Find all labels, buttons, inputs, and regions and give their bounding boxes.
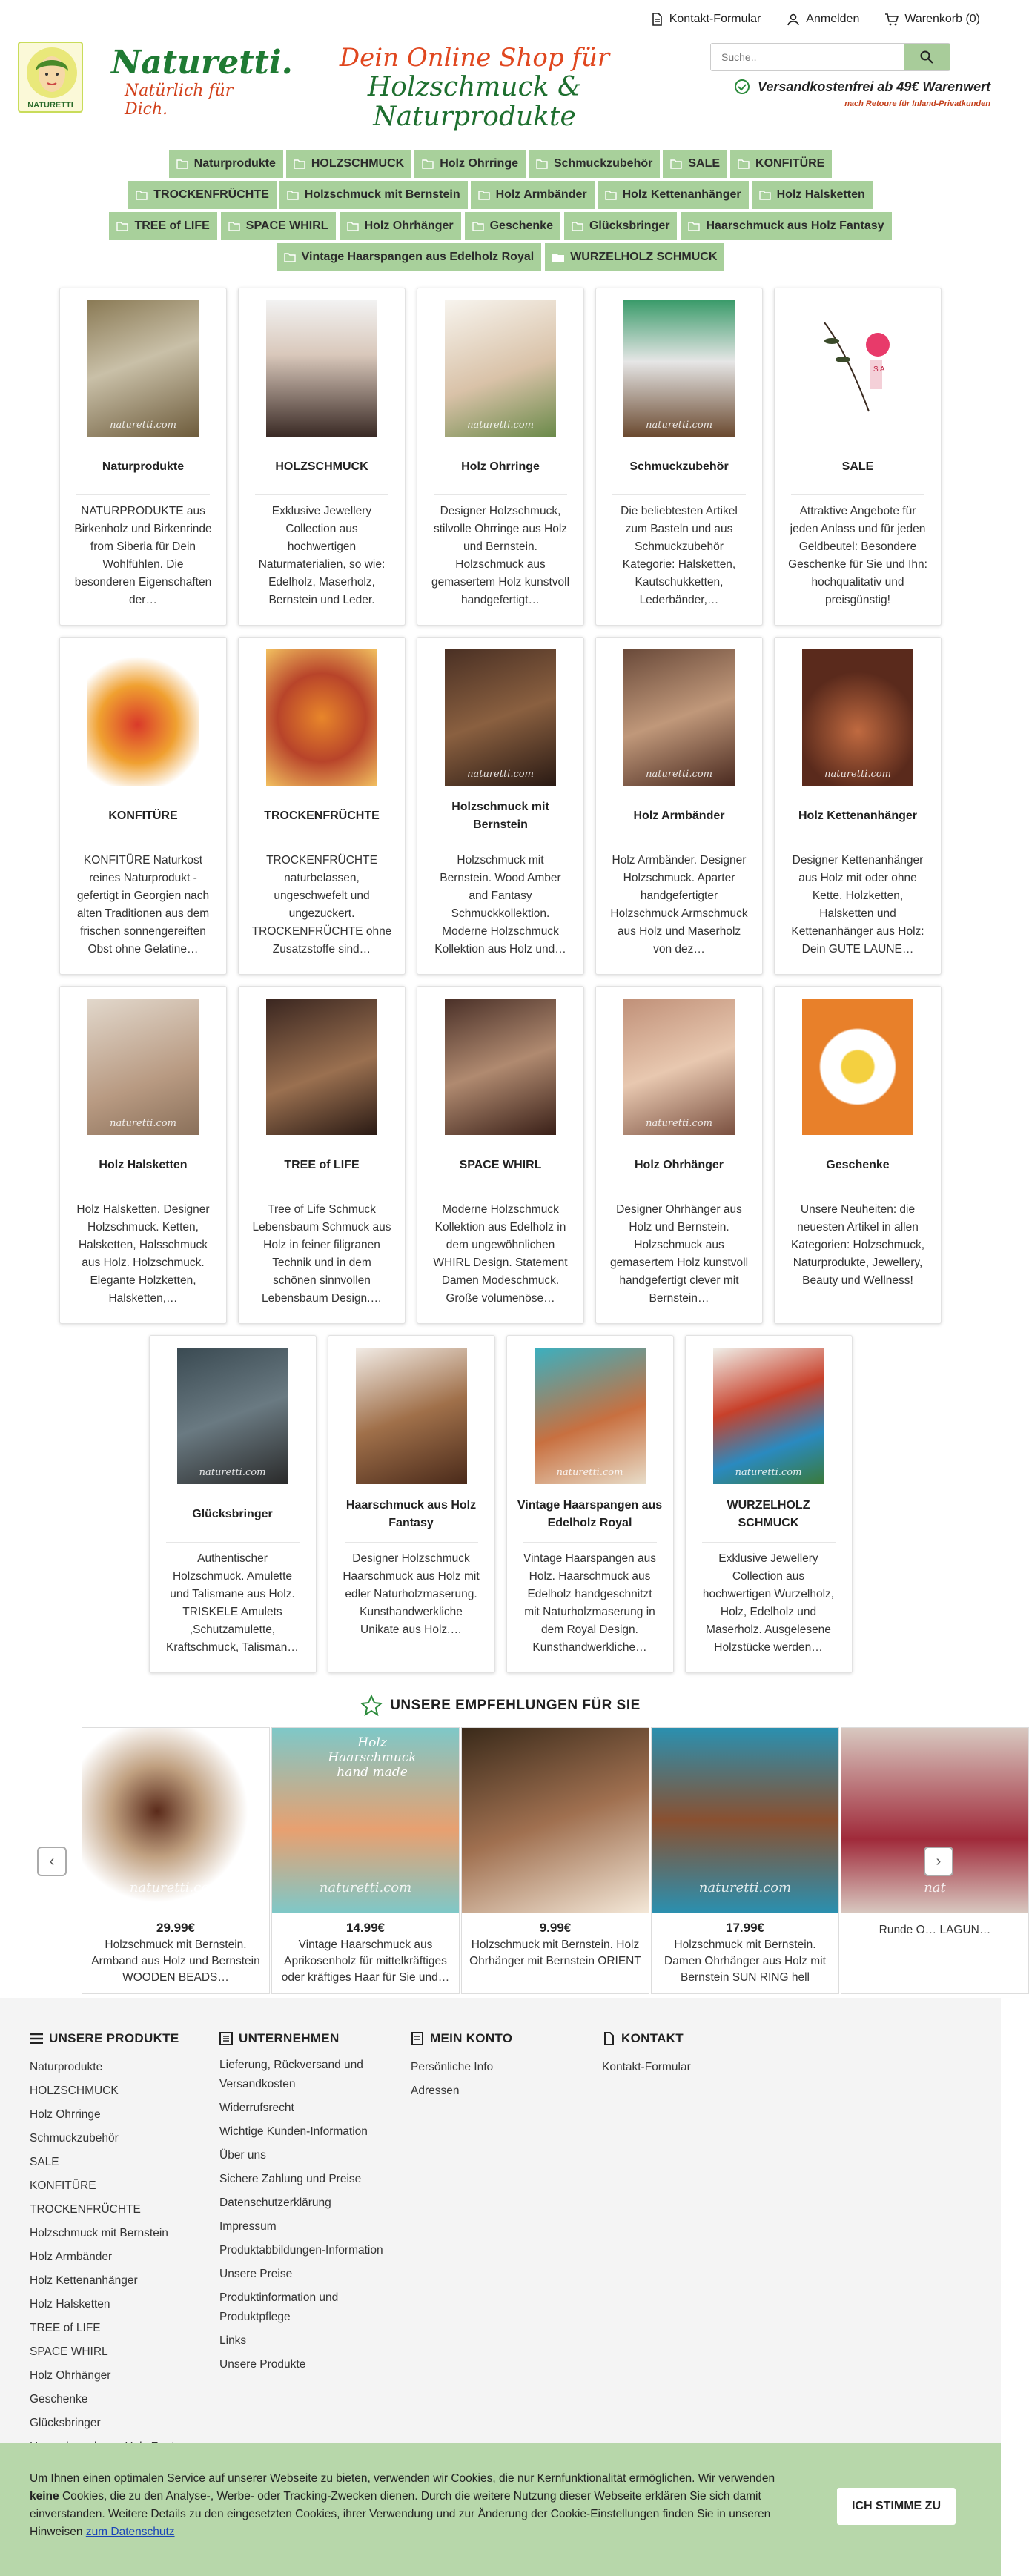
category-image[interactable]	[623, 999, 735, 1135]
footer-link[interactable]: Holz Ohrringe	[30, 2108, 101, 2121]
footer-link[interactable]: Sichere Zahlung und Preise	[219, 2173, 362, 2185]
category-title[interactable]: SPACE WHIRL	[459, 1159, 542, 1171]
category-description: Tree of Life Schmuck Lebensbaum Schmuck aus Holz in feiner filigranen Technik und in dem schönen sinnvollen Lebensbaum Design.…	[252, 1203, 391, 1305]
nav-item-label: Holz Kettenanhänger	[622, 188, 741, 201]
menu-icon	[30, 2033, 43, 2044]
folder-open-icon	[422, 159, 434, 169]
category-card[interactable]	[328, 1335, 495, 1673]
category-title[interactable]: Holz Halsketten	[99, 1159, 188, 1171]
cookie-text-1: Um Ihnen einen optimalen Service auf unserer Webseite zu bieten, verwenden wir Cookies, die nur Kernfunktionalität ermöglichen. Wir verwenden	[30, 2472, 775, 2485]
category-grid	[0, 288, 1001, 1673]
footer-link[interactable]: TREE of LIFE	[30, 2322, 101, 2334]
footer-link[interactable]: Kontakt-Formular	[602, 2061, 691, 2073]
product-card[interactable]	[651, 1727, 839, 1994]
main-nav	[0, 113, 1001, 271]
nav-item[interactable]	[545, 243, 724, 271]
product-image[interactable]	[652, 1728, 838, 1913]
nav-item-label: WURZELHOLZ SCHMUCK	[570, 251, 718, 263]
watermark: naturetti.com	[735, 1467, 802, 1478]
watermark: naturetti.com	[646, 420, 712, 431]
footer-company-list	[219, 2056, 397, 2374]
nav-row	[0, 181, 1001, 209]
footer-link[interactable]: TROCKENFRÜCHTE	[30, 2203, 141, 2216]
recommendations	[0, 1693, 1001, 1994]
nav-item[interactable]	[169, 150, 283, 178]
carousel-next-button[interactable]	[924, 1847, 953, 1876]
category-card[interactable]	[238, 986, 406, 1324]
folder-open-icon	[136, 190, 148, 200]
cookie-accept-button[interactable]: ICH STIMME ZU	[837, 2488, 956, 2525]
login-link[interactable]	[786, 12, 859, 27]
category-image[interactable]	[266, 649, 377, 786]
star-icon	[360, 1695, 383, 1717]
nav-item-label: HOLZSCHMUCK	[311, 157, 405, 170]
footer-link[interactable]: Datenschutzerklärung	[219, 2196, 331, 2209]
category-card[interactable]	[417, 288, 584, 626]
footer-link[interactable]: Holz Armbänder	[30, 2251, 113, 2263]
nav-item-label: Geschenke	[489, 219, 553, 232]
nav-row	[0, 150, 1001, 178]
category-description: NATURPRODUKTE aus Birkenholz und Birkenrinde from Siberia für Dein Wohlfühlen. Die besonderen Eigenschaften der…	[74, 505, 212, 606]
privacy-link[interactable]: zum Datenschutz	[85, 2526, 175, 2538]
category-card[interactable]	[417, 637, 584, 975]
category-description: KONFITÜRE Naturkost reines Naturprodukt - gefertigt in Georgien nach alten Traditionen aus dem frischen sonnengereiften Obst ohne Gelatine…	[76, 854, 210, 956]
brand-name: Naturetti.	[111, 44, 293, 82]
login-label: Anmelden	[806, 13, 860, 25]
category-title[interactable]: Holz Armbänder	[633, 809, 725, 822]
footer-link[interactable]: Schmuckzubehör	[30, 2132, 119, 2145]
category-image[interactable]	[445, 999, 556, 1135]
footer-contact-heading	[602, 2029, 691, 2048]
footer-link[interactable]: SALE	[30, 2156, 59, 2168]
nav-row	[0, 212, 1001, 240]
product-image[interactable]	[82, 1728, 269, 1913]
nav-item-label: Holz Ohrringe	[440, 157, 518, 170]
category-title[interactable]: Naturprodukte	[102, 460, 185, 473]
nav-item-label: Naturprodukte	[193, 157, 276, 170]
category-image[interactable]	[802, 649, 913, 786]
watermark: naturetti.com	[824, 420, 891, 431]
category-image[interactable]	[802, 300, 913, 437]
brand-tagline: Natürlich für Dich.	[125, 82, 234, 119]
nav-item[interactable]	[598, 181, 749, 209]
footer-link[interactable]: Glücksbringer	[30, 2417, 101, 2429]
category-description: Designer Holzschmuck, stilvolle Ohrringe aus Holz und Bernstein. Holzschmuck aus gemasertem Holz kunstvoll handgefertigt…	[431, 505, 570, 606]
footer-company-heading	[219, 2029, 397, 2048]
footer-link[interactable]: Holz Ohrhänger	[30, 2369, 111, 2382]
carousel-track	[82, 1727, 991, 1994]
category-image[interactable]	[445, 300, 556, 437]
category-row	[0, 288, 1001, 626]
nav-item[interactable]	[529, 150, 660, 178]
svg-text:S A: S A	[873, 365, 885, 374]
category-description: Die beliebtesten Artikel zum Basteln und aus Schmuckzubehör Kategorie: Halsketten, Kautschukketten, Lederbänder,…	[621, 505, 738, 606]
document-icon	[602, 2032, 615, 2045]
footer-link[interactable]: Holz Halsketten	[30, 2298, 110, 2311]
category-image[interactable]	[445, 649, 556, 786]
footer-link[interactable]: Wichtige Kunden-Information	[219, 2125, 368, 2138]
nav-item[interactable]	[663, 150, 727, 178]
folder-open-icon	[228, 221, 240, 231]
watermark: naturetti.com	[467, 420, 534, 431]
folder-open-icon	[572, 221, 583, 231]
category-card[interactable]	[59, 637, 227, 975]
watermark: naturetti.com	[467, 769, 534, 780]
footer-account	[411, 2029, 512, 2103]
nav-item-label: Vintage Haarspangen aus Edelholz Royal	[301, 251, 535, 263]
nav-item-label: Holzschmuck mit Bernstein	[304, 188, 460, 201]
nav-item[interactable]	[221, 212, 336, 240]
nav-item[interactable]	[681, 212, 891, 240]
folder-open-icon	[536, 159, 548, 169]
category-title[interactable]: Holz Ohrhänger	[634, 1159, 724, 1171]
footer-link[interactable]: HOLZSCHMUCK	[30, 2085, 119, 2097]
nav-item[interactable]	[340, 212, 461, 240]
shipping-text: Versandkostenfrei ab 49€ Warenwert	[758, 79, 991, 94]
category-title[interactable]: Holzschmuck mit Bernstein	[451, 801, 549, 831]
user-icon	[786, 12, 801, 27]
category-image[interactable]	[87, 300, 199, 437]
category-image[interactable]	[802, 999, 913, 1135]
footer-company	[219, 2029, 397, 2379]
folder-open-icon	[688, 221, 700, 231]
product-card[interactable]	[82, 1727, 270, 1994]
product-image[interactable]	[462, 1728, 649, 1913]
category-card[interactable]	[774, 637, 942, 975]
nav-item-label: Schmuckzubehör	[553, 157, 653, 170]
cart-label: Warenkorb (0)	[904, 13, 980, 25]
footer-link[interactable]: Produktabbildungen-Information	[219, 2244, 383, 2257]
cookie-text	[30, 2470, 801, 2541]
footer-products-list	[30, 2056, 192, 2459]
recommendations-heading	[0, 1693, 1001, 1718]
search-button[interactable]	[904, 44, 950, 70]
nav-item-label: SALE	[688, 157, 721, 170]
id-card-icon	[411, 2032, 424, 2045]
footer-link[interactable]: Links	[219, 2334, 247, 2347]
folder-open-icon	[472, 221, 484, 231]
nav-item-label: Glücksbringer	[589, 219, 670, 232]
product-carousel	[0, 1727, 1001, 1994]
product-image[interactable]	[841, 1728, 1028, 1913]
product-name[interactable]: Holzschmuck mit Bernstein. Damen Ohrhänger aus Holz mit Bernstein SUN RING hell	[664, 1938, 826, 1984]
category-title[interactable]: Geschenke	[826, 1159, 890, 1171]
watermark: naturetti.com	[698, 1880, 792, 1895]
category-title[interactable]: WURZELHOLZ SCHMUCK	[727, 1499, 810, 1529]
recommendations-title: UNSERE EMPFEHLUNGEN FÜR SIE	[390, 1698, 641, 1713]
category-card[interactable]	[59, 986, 227, 1324]
footer-link[interactable]: Holz Kettenanhänger	[30, 2274, 138, 2287]
category-title[interactable]: Schmuckzubehör	[629, 460, 729, 473]
divider	[791, 494, 924, 495]
nav-item-label: Holz Halsketten	[776, 188, 865, 201]
category-card[interactable]	[595, 637, 763, 975]
category-title[interactable]: Glücksbringer	[192, 1508, 273, 1520]
footer-contact-list	[602, 2056, 691, 2079]
category-description: Designer Kettenanhänger aus Holz mit oder ohne Kette. Holzketten, Halsketten und Kettenanhänger aus Holz: Dein GUTE LAUNE…	[791, 854, 924, 956]
footer-link[interactable]: Unsere Preise	[219, 2268, 293, 2280]
category-description: Holzschmuck mit Bernstein. Wood Amber and Fantasy Schmuckkollektion. Moderne Holzschmuck Kollektion aus Holz und…	[434, 854, 566, 956]
folder-open-icon	[759, 190, 771, 200]
category-description: Exklusive Jewellery Collection aus hochwertigen Wurzelholz, Holz, Edelholz und Maserholz. Ausgelesene Holzstücke werden…	[702, 1552, 835, 1654]
category-description: Unsere Neuheiten: die neuesten Artikel in allen Kategorien: Holzschmuck, Naturprodukte, Jewellery, Beauty und Wellness!	[790, 1203, 925, 1287]
product-name[interactable]: Vintage Haarschmuck aus Aprikosenholz für mittelkräftiges oder kräftiges Haar für Sie und…	[281, 1938, 450, 1984]
category-card[interactable]	[238, 637, 406, 975]
nav-item-label: Haarschmuck aus Holz Fantasy	[706, 219, 884, 232]
footer-products	[30, 2029, 192, 2459]
nav-item[interactable]	[564, 212, 677, 240]
product-card[interactable]	[461, 1727, 649, 1994]
category-description: Exklusive Jewellery Collection aus hochwertigen Naturmaterialien, so wie: Edelholz, Maserholz, Bernstein und Leder.	[258, 505, 386, 606]
folder-icon	[552, 252, 564, 262]
category-description: Designer Ohrhänger aus Holz und Bernstein. Holzschmuck aus gemasertem Holz kunstvoll handgefertigt clever mit Bernstein…	[609, 1203, 749, 1305]
footer-account-list	[411, 2056, 512, 2103]
category-image[interactable]	[87, 999, 199, 1135]
category-title[interactable]: Vintage Haarspangen aus Edelholz Royal	[517, 1499, 663, 1529]
product-price: 14.99€	[346, 1921, 385, 1935]
folder-open-icon	[738, 159, 750, 169]
nav-item[interactable]	[109, 212, 216, 240]
category-row	[0, 637, 1001, 975]
cart-icon	[884, 12, 899, 27]
footer-link[interactable]: KONFITÜRE	[30, 2179, 96, 2192]
folder-open-icon	[176, 159, 188, 169]
divider	[702, 1542, 836, 1543]
category-description: Vintage Haarspangen aus Holz. Haarschmuck aus Edelholz handgeschnitzt mit Naturholzmaserung in dem Royal Design. Kunsthandwerkliche…	[523, 1552, 656, 1654]
category-card[interactable]	[149, 1335, 317, 1673]
watermark: naturetti.com	[824, 769, 891, 780]
footer-link[interactable]: Unsere Produkte	[219, 2358, 306, 2371]
category-description: Designer Holzschmuck Haarschmuck aus Holz mit edler Naturholzmaserung. Kunsthandwerkliche Unikate aus Holz.…	[343, 1552, 480, 1636]
category-description: Authentischer Holzschmuck. Amulette und Talismane aus Holz. TRISKELE Amulets ,Schutzamulette, Kraftschmuck, Talisman…	[166, 1552, 299, 1654]
nav-item-label: KONFITÜRE	[755, 157, 825, 170]
folder-open-icon	[347, 221, 359, 231]
footer-account-heading	[411, 2029, 512, 2048]
product-price: 29.99€	[156, 1921, 195, 1935]
check-circle-icon	[734, 79, 750, 95]
category-title[interactable]: Holz Kettenanhänger	[798, 809, 917, 822]
category-image[interactable]	[266, 999, 377, 1135]
document-icon	[649, 12, 664, 27]
divider	[612, 494, 746, 495]
slogan	[297, 43, 652, 132]
footer-link[interactable]: Lieferung, Rückversand und Versandkosten	[219, 2059, 363, 2090]
nav-item-label: TROCKENFRÜCHTE	[153, 188, 269, 201]
nav-row	[0, 243, 1001, 271]
category-card[interactable]	[595, 288, 763, 626]
footer-link[interactable]: Impressum	[219, 2220, 277, 2233]
nav-item[interactable]	[279, 181, 468, 209]
search-input[interactable]	[711, 44, 904, 70]
footer-link[interactable]: Geschenke	[30, 2393, 88, 2406]
contact-link[interactable]	[649, 12, 761, 27]
category-title[interactable]: SALE	[841, 460, 874, 473]
category-row	[0, 986, 1001, 1324]
folder-open-icon	[284, 252, 296, 262]
nav-item[interactable]	[471, 181, 595, 209]
category-image[interactable]	[623, 649, 735, 786]
footer-link[interactable]: SPACE WHIRL	[30, 2345, 108, 2358]
category-row	[0, 1335, 1001, 1673]
category-title[interactable]: KONFITÜRE	[108, 809, 178, 822]
building-icon	[219, 2032, 233, 2045]
category-image[interactable]	[87, 649, 199, 786]
footer-link[interactable]: Adressen	[411, 2085, 460, 2097]
chevron-left-icon: ‹	[49, 1852, 55, 1870]
footer-link[interactable]: Widerrufsrecht	[219, 2102, 294, 2114]
product-image-caption: Holz Haarschmuck hand made	[328, 1735, 417, 1780]
divider	[166, 1542, 300, 1543]
category-card[interactable]	[774, 986, 942, 1324]
cookie-banner	[0, 2443, 1001, 2576]
category-image[interactable]	[177, 1348, 288, 1484]
watermark: naturetti.com	[110, 1118, 176, 1129]
cart-link[interactable]	[884, 12, 980, 27]
sale-tag-icon	[802, 300, 913, 437]
folder-open-icon	[287, 190, 299, 200]
nav-item[interactable]	[730, 150, 832, 178]
footer-link[interactable]: Naturprodukte	[30, 2061, 103, 2073]
nav-item[interactable]	[277, 243, 542, 271]
watermark: naturetti.com	[319, 1880, 412, 1895]
logo-text: NATURETTI	[27, 101, 73, 110]
divider	[523, 1542, 657, 1543]
cookie-text-2: Cookies, die zu den Analyse-, Werbe- oder Tracking-Zwecken dienen. Durch die weitere Nutzung dieser Webseite erklären Sie sich damit einverstanden. Weitere Details zu den eingesetzten Cookies, ihrer Verwendung und zur Änderung der Cookie-Einstellungen finden Sie in unseren Hinweisen	[30, 2490, 771, 2538]
product-card[interactable]	[271, 1727, 460, 1994]
product-name[interactable]: Runde O… LAGUN…	[879, 1924, 991, 1936]
divider	[434, 494, 567, 495]
carousel-prev-button[interactable]	[37, 1847, 67, 1876]
nav-item-label: TREE of LIFE	[134, 219, 210, 232]
category-description: Attraktive Angebote für jeden Anlass und für jeden Geldbeutel: Besondere Geschenke für Sie und Ihn: hochqualitativ und preisgünstig!	[788, 505, 927, 606]
category-card[interactable]	[59, 288, 227, 626]
nav-item-label: SPACE WHIRL	[245, 219, 328, 232]
watermark: naturetti.com	[110, 420, 176, 431]
footer-company-title: UNTERNEHMEN	[239, 2031, 340, 2045]
product-name[interactable]: Holzschmuck mit Bernstein. Holz Ohrhänger mit Bernstein ORIENT	[469, 1938, 641, 1967]
footer-products-heading	[30, 2029, 192, 2048]
category-title[interactable]: HOLZSCHMUCK	[275, 460, 368, 473]
category-description: Moderne Holzschmuck Kollektion aus Edelholz in dem ungewöhnlichen WHIRL Design. Statement Damen Modeschmuck. Große volumenöse…	[433, 1203, 568, 1305]
slogan-line-1: Dein Online Shop für	[339, 43, 610, 73]
category-description: Holz Armbänder. Designer Holzschmuck. Aparter handgefertigter Holzschmuck Armschmuck aus Holz und Maserholz von dez…	[610, 854, 748, 956]
watermark: naturetti.com	[129, 1880, 222, 1895]
search-box	[710, 43, 950, 71]
cookie-text-bold: keine	[30, 2490, 59, 2503]
folder-open-icon	[116, 221, 128, 231]
watermark: naturetti.com	[556, 1467, 623, 1478]
folder-open-icon	[478, 190, 490, 200]
footer-link[interactable]: Über uns	[219, 2149, 266, 2162]
category-card[interactable]	[238, 288, 406, 626]
shipping-note: nach Retoure für Inland-Privatkunden	[844, 99, 990, 108]
shipping-info	[734, 79, 993, 95]
folder-open-icon	[294, 159, 305, 169]
watermark: naturetti.com	[646, 1118, 712, 1129]
category-card[interactable]	[595, 986, 763, 1324]
footer-link[interactable]: Holzschmuck mit Bernstein	[30, 2227, 168, 2239]
footer-link[interactable]: Produktinformation und Produktpflege	[219, 2291, 339, 2323]
footer-products-title: UNSERE PRODUKTE	[49, 2031, 179, 2045]
nav-item[interactable]	[465, 212, 560, 240]
nav-item[interactable]	[752, 181, 873, 209]
category-image[interactable]	[713, 1348, 824, 1484]
folder-open-icon	[605, 190, 617, 200]
divider	[345, 1542, 478, 1543]
site-header	[0, 39, 1001, 132]
category-title[interactable]: Holz Ohrringe	[461, 460, 540, 473]
watermark: nat	[924, 1880, 946, 1895]
nav-item-label: Holz Armbänder	[495, 188, 587, 201]
nav-item[interactable]	[128, 181, 277, 209]
category-image[interactable]	[356, 1348, 467, 1484]
chevron-right-icon: ›	[936, 1852, 942, 1870]
category-image[interactable]	[266, 300, 377, 437]
footer-contact-title: KONTAKT	[621, 2031, 684, 2045]
contact-label: Kontakt-Formular	[669, 13, 761, 25]
category-description: Holz Halsketten. Designer Holzschmuck. Ketten, Halsketten, Halsschmuck aus Holz. Holzschmuck. Elegante Holzketten, Halsketten,…	[76, 1203, 210, 1305]
watermark: naturetti.com	[646, 769, 712, 780]
slogan-line-2: Holzschmuck & Naturprodukte	[367, 72, 582, 132]
divider	[255, 494, 388, 495]
category-title[interactable]: TROCKENFRÜCHTE	[264, 809, 380, 822]
category-title[interactable]: Haarschmuck aus Holz Fantasy	[345, 1499, 477, 1529]
nav-item-label: Holz Ohrhänger	[364, 219, 454, 232]
footer-contact	[602, 2029, 691, 2079]
footer-link[interactable]: Persönliche Info	[411, 2061, 494, 2073]
product-name[interactable]: Holzschmuck mit Bernstein. Armband aus Holz und Bernstein WOODEN BEADS…	[91, 1938, 260, 1984]
category-image[interactable]	[623, 300, 735, 437]
category-description: TROCKENFRÜCHTE naturbelassen, ungeschwefelt und ungezuckert. TROCKENFRÜCHTE ohne Zusatzstoffe sind…	[251, 854, 392, 956]
category-card[interactable]	[506, 1335, 674, 1673]
category-card[interactable]	[417, 986, 584, 1324]
footer-account-title: MEIN KONTO	[430, 2031, 513, 2045]
logo[interactable]	[18, 42, 83, 113]
product-price: 17.99€	[726, 1921, 764, 1935]
watermark: naturetti.com	[199, 1467, 266, 1478]
product-price: 9.99€	[539, 1921, 572, 1935]
category-image[interactable]	[535, 1348, 646, 1484]
category-title[interactable]: TREE of LIFE	[284, 1159, 360, 1171]
top-bar	[0, 0, 1001, 39]
nav-item[interactable]	[286, 150, 411, 178]
folder-open-icon	[670, 159, 682, 169]
logo-girl-icon	[19, 43, 85, 102]
category-card[interactable]	[685, 1335, 853, 1673]
search-icon	[919, 50, 934, 64]
brand	[111, 44, 293, 119]
product-image[interactable]	[272, 1728, 459, 1913]
divider	[76, 494, 210, 495]
category-card[interactable]	[774, 288, 942, 626]
nav-item[interactable]	[414, 150, 526, 178]
